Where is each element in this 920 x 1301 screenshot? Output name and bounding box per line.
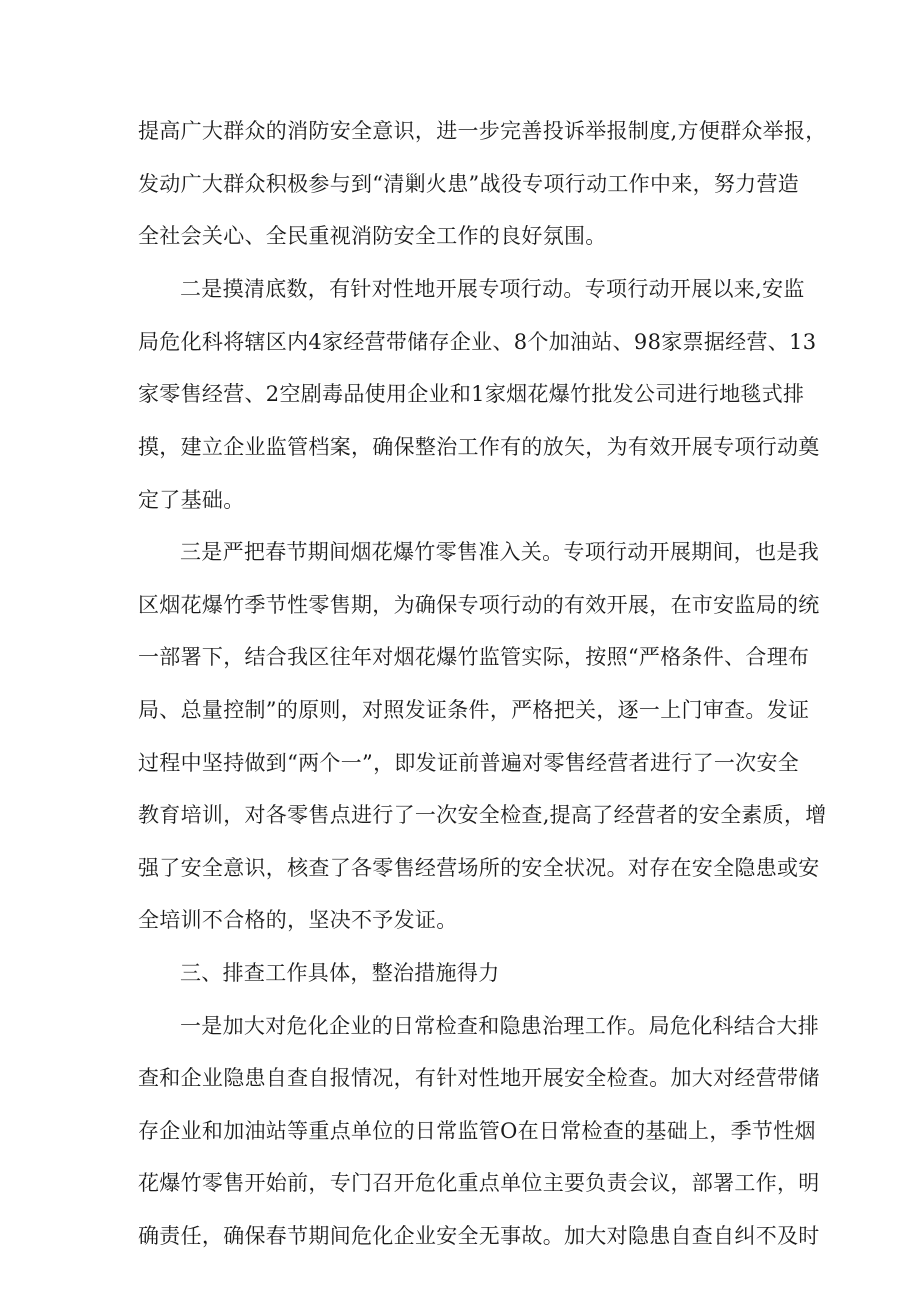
text-line-9: 三是严把春节期间烟花爆竹零售准入关。专项行动开展期间，也是我 <box>180 540 819 564</box>
text-line-2: 发动广大群众积极参与到“清剿火患”战役专项行动工作中来，努力营造 <box>138 172 800 196</box>
text-line-8: 定了基础。 <box>138 488 245 512</box>
text-line-5: 局危化科将辖区内4家经营带储存企业、8个加油站、98家票据经营、13 <box>138 330 817 354</box>
text-line-20: 存企业和加油站等重点单位的日常监管O在日常检查的基础上，季节性烟 <box>138 1119 816 1143</box>
text-line-10: 区烟花爆竹季节性零售期，为确保专项行动的有效开展，在市安监局的统 <box>138 593 820 617</box>
section-heading: 三、排查工作具体，整治措施得力 <box>180 961 500 985</box>
text-line-1: 提高广大群众的消防安全意识，进一步完善投诉举报制度,方便群众举报， <box>138 119 827 143</box>
text-line-13: 过程中坚持做到“两个一”，即发证前普遍对零售经营者进行了一次安全 <box>138 751 800 775</box>
text-line-21: 花爆竹零售开始前，专门召开危化重点单位主要负责会议，部署工作，明 <box>138 1171 820 1195</box>
text-line-15: 强了安全意识，核查了各零售经营场所的安全状况。对存在安全隐患或安 <box>138 856 820 880</box>
text-line-3: 全社会关心、全民重视消防安全工作的良好氛围。 <box>138 224 607 248</box>
text-line-6: 家零售经营、2空剧毒品使用企业和1家烟花爆竹批发公司进行地毯式排 <box>138 382 805 406</box>
text-line-4: 二是摸清底数，有针对性地开展专项行动。专项行动开展以来,安监 <box>180 277 805 301</box>
text-line-12: 局、总量控制”的原则，对照发证条件，严格把关，逐一上门审查。发证 <box>138 698 810 722</box>
text-line-18: 一是加大对危化企业的日常检查和隐患治理工作。局危化科结合大排 <box>180 1014 819 1038</box>
text-line-14: 教育培训，对各零售点进行了一次安全检查,提高了经营者的安全素质，增 <box>138 803 827 827</box>
text-line-11: 一部署下，结合我区往年对烟花爆竹监管实际，按照“严格条件、合理布 <box>138 645 810 669</box>
text-line-19: 查和企业隐患自查自报情况，有针对性地开展安全检查。加大对经营带储 <box>138 1066 820 1090</box>
text-line-16: 全培训不合格的，坚决不予发证。 <box>138 908 458 932</box>
text-line-7: 摸，建立企业监管档案，确保整治工作有的放矢，为有效开展专项行动奠 <box>138 435 820 459</box>
text-line-22: 确责任，确保春节期间危化企业安全无事故。加大对隐患自查自纠不及时 <box>138 1224 820 1248</box>
